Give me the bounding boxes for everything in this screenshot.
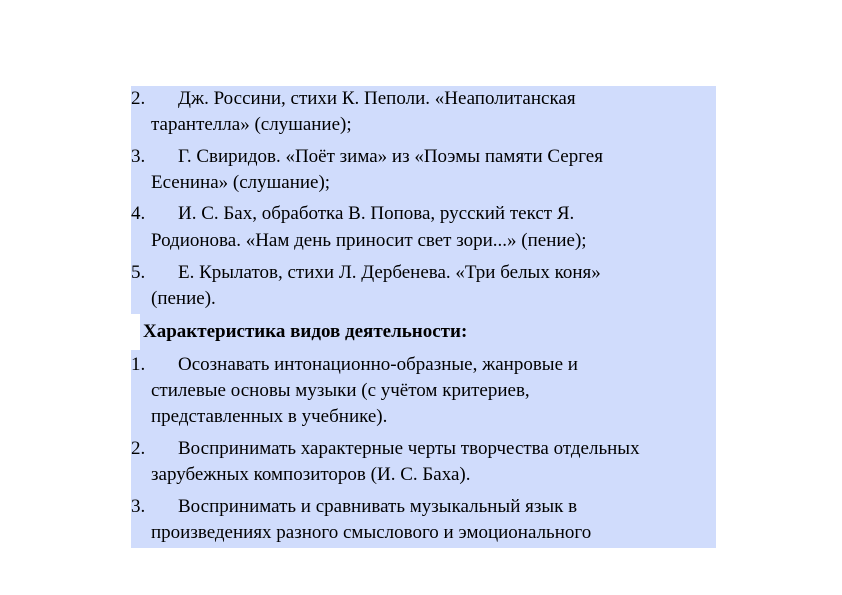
list-item-text-line: (пение). bbox=[151, 288, 216, 309]
list-item-number: 4. bbox=[131, 203, 146, 224]
list-item-text-line: Воспринимать характерные черты творчества отдельных bbox=[178, 438, 640, 459]
list-item-number: 1. bbox=[131, 354, 146, 375]
list-item-text-line: произведениях разного смыслового и эмоционального bbox=[151, 522, 592, 543]
list-item-text-line: представленных в учебнике). bbox=[151, 406, 388, 427]
list-item-text-line: И. С. Бах, обработка В. Попова, русский текст Я. bbox=[178, 203, 575, 224]
list-item-number: 3. bbox=[131, 496, 146, 517]
list-item-text-line: Дж. Россини, стихи К. Пеполи. «Неаполитанская bbox=[178, 88, 576, 109]
list-item-text-line: Воспринимать и сравнивать музыкальный язык в bbox=[178, 496, 578, 517]
list-item-number: 2. bbox=[131, 438, 146, 459]
list-item-text-line: зарубежных композиторов (И. С. Баха). bbox=[151, 464, 471, 485]
list-item-text-line: Г. Свиридов. «Поёт зима» из «Поэмы памяти Сергея bbox=[178, 146, 603, 167]
list-item-text-line: тарантелла» (слушание); bbox=[151, 114, 352, 135]
list-item-text-line: Осознавать интонационно-образные, жанровые и bbox=[178, 354, 578, 375]
list-item-text-line: Есенина» (слушание); bbox=[151, 172, 331, 193]
list-item-text-line: Родионова. «Нам день приносит свет зори...» (пение); bbox=[151, 230, 587, 251]
list-item-number: 2. bbox=[131, 88, 146, 109]
list-item-number: 3. bbox=[131, 146, 146, 167]
list-item-text-line: Е. Крылатов, стихи Л. Дербенева. «Три белых коня» bbox=[178, 262, 601, 283]
list-item-number: 5. bbox=[131, 262, 146, 283]
list-item-text-line: стилевые основы музыки (с учётом критериев, bbox=[151, 380, 530, 401]
section-heading: Характеристика видов деятельности: bbox=[143, 321, 468, 342]
